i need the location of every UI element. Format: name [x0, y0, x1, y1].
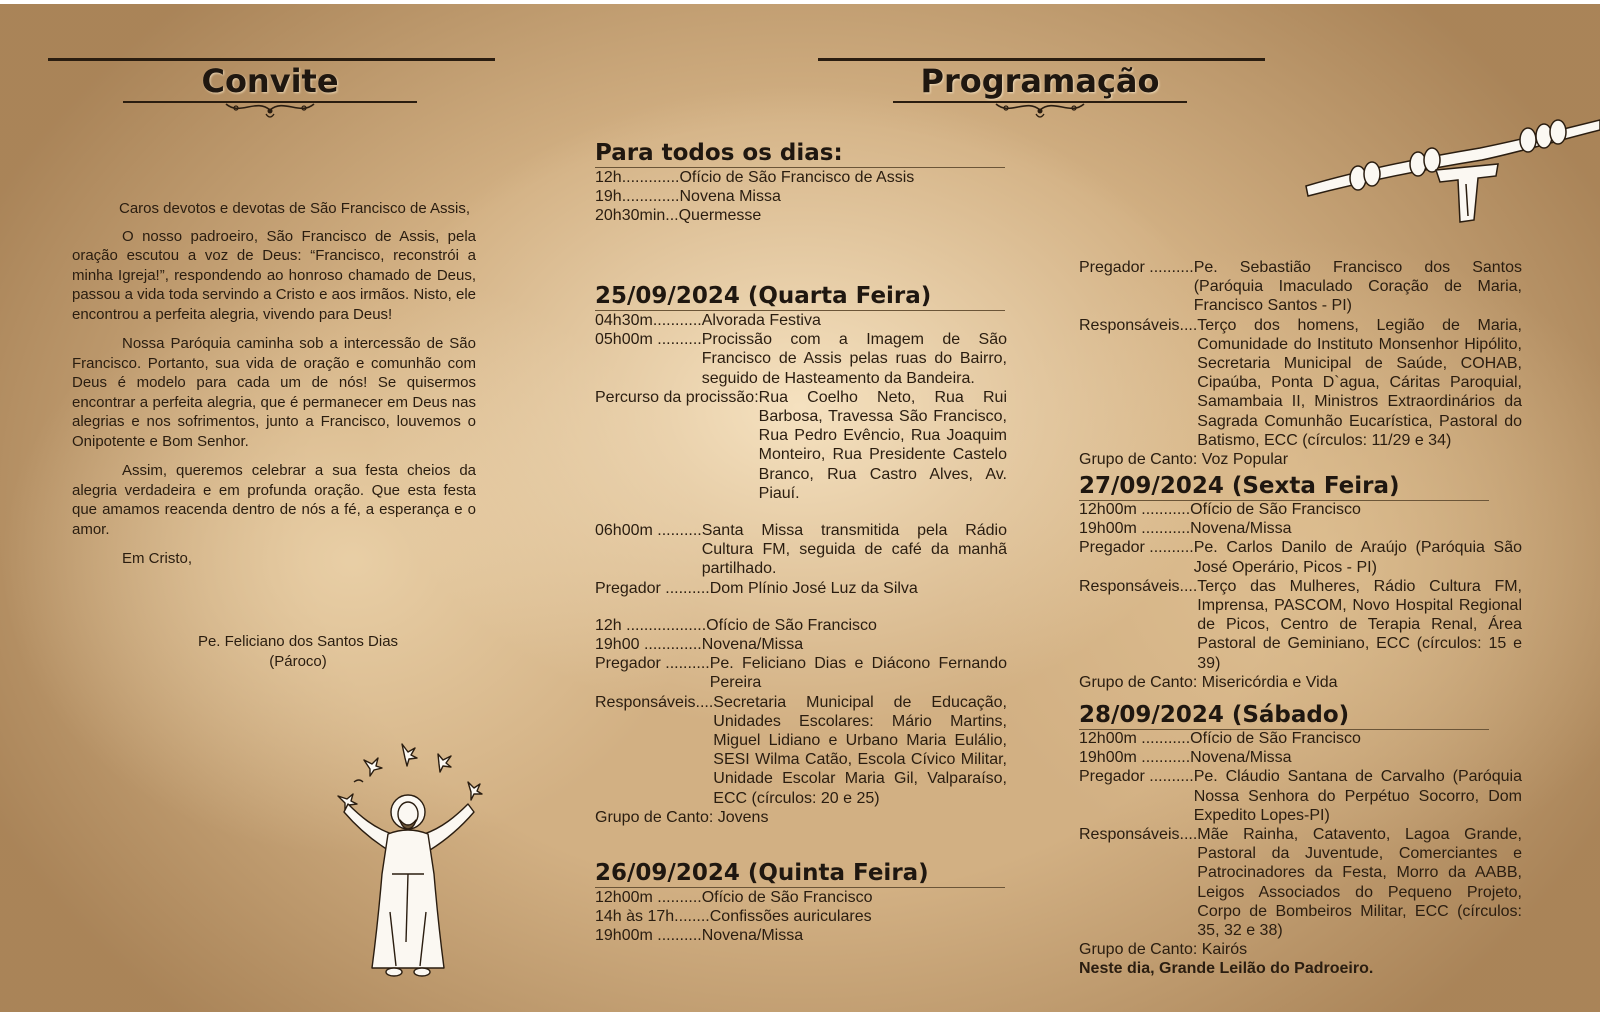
- schedule-activity: Ofício de São Francisco: [1190, 730, 1361, 747]
- convite-text: [72, 199, 476, 579]
- schedule-dia-25: [595, 311, 1007, 827]
- schedule-activity: Confissões auriculares: [709, 908, 872, 926]
- schedule-label-responsaveis: Responsáveis....: [1079, 577, 1198, 595]
- section-title-dia-27: 27/09/2024 (Sexta Feira): [1079, 473, 1489, 501]
- schedule-time: 12h ..................: [595, 616, 707, 634]
- section-title-dia-25: 25/09/2024 (Quarta Feira): [595, 283, 1005, 311]
- schedule-label-pregador: Pregador ..........: [595, 655, 710, 673]
- ornament-flourish-icon: [992, 96, 1088, 120]
- schedule-time: 20h30min...: [595, 207, 679, 225]
- grupo-de-canto: Grupo de Canto: Kairós: [1079, 941, 1248, 959]
- signature-role: (Pároco): [269, 653, 327, 670]
- schedule-activity: Alvorada Festiva: [701, 312, 821, 329]
- signature-name: Pe. Feliciano dos Santos Dias: [197, 633, 399, 650]
- schedule-label-responsaveis: Responsáveis....: [1079, 316, 1198, 334]
- schedule-row: [595, 521, 1007, 579]
- convite-title: Convite: [201, 62, 339, 100]
- schedule-activity: Ofício de São Francisco: [706, 616, 877, 634]
- schedule-label-responsaveis: Responsáveis....: [595, 693, 714, 711]
- convite-top-rule: [48, 58, 495, 61]
- schedule-activity: Ofício de São Francisco: [701, 889, 873, 906]
- schedule-time: 19h00m ..........: [595, 927, 702, 945]
- schedule-row: [1079, 316, 1522, 450]
- schedule-label-pregador: Pregador ..........: [1079, 768, 1194, 786]
- schedule-row: [595, 616, 1007, 635]
- schedule-row: [1079, 500, 1522, 519]
- schedule-row: [1079, 577, 1522, 673]
- schedule-time: 04h30m...........: [595, 312, 702, 329]
- schedule-activity: Novena Missa: [679, 188, 781, 206]
- schedule-activity: Pe. Sebastião Francisco dos Santos (Paróquia Imaculado Coração de Maria, Francisco Santos - PI): [1193, 259, 1522, 315]
- schedule-activity: Terço dos homens, Legião de Maria, Comunidade do Instituto Monsenhor Hipólito, Secretaria Municipal de Saúde, COHAB, Cipaúba, Ponta D`agua, Cáritas Paroquial, Samambaia II, Ministros Extraordinários da Sagrada Comunhão Eucarística, Pastoral do Batismo, ECC (círculos: 11/29 e 34): [1197, 316, 1522, 449]
- programacao-title: Programação: [920, 62, 1160, 100]
- schedule-row: [595, 926, 1007, 945]
- signature: [150, 632, 446, 672]
- schedule-activity: Novena/Missa: [1190, 520, 1292, 538]
- bottom-border: [0, 1012, 1600, 1019]
- schedule-time: 19h.............: [595, 188, 680, 206]
- schedule-row: [595, 168, 1005, 187]
- schedule-activity: Ofício de São Francisco de Assis: [679, 169, 915, 186]
- schedule-activity: Novena/Missa: [1190, 749, 1292, 767]
- schedule-activity: Pe. Feliciano Dias e Diácono Fernando Pereira: [709, 655, 1007, 692]
- schedule-row: [595, 579, 1007, 598]
- schedule-activity: Pe. Carlos Danilo de Araújo (Paróquia São José Operário, Picos - PI): [1193, 539, 1522, 576]
- schedule-row: [1079, 825, 1522, 940]
- convite-paragraph-greeting: Caros devotos e devotas de São Francisco de Assis,: [119, 200, 471, 217]
- schedule-activity: Secretaria Municipal de Educação, Unidades Escolares: Mário Martins, Miguel Lidiano e Urbano Maria Eulálio, SESI Wilma Catão, Escola Cívico Militar, Unidade Escolar Maria Gil, Valparaíso, ECC (círculos: 20 e 25): [713, 693, 1007, 807]
- schedule-label-pregador: Pregador ..........: [595, 579, 710, 597]
- schedule-label-pregador: Pregador ..........: [1079, 539, 1194, 557]
- schedule-row: [1079, 519, 1522, 538]
- schedule-row: [1079, 748, 1522, 767]
- convite-paragraph-1: O nosso padroeiro, São Francisco de Assis, pela oração escutou a voz de Deus: “Francisco, reconstrói a minha Igreja!”, respondendo ao honroso chamado de Deus, passou a vida toda servindo a Cristo e aos irmãos. Nisto, ele encontrou a perfeita alegria, vivendo para Deus!: [72, 227, 476, 323]
- schedule-activity: Procissão com a Imagem de São Francisco de Assis pelas ruas do Bairro, seguido de Hasteamento da Bandeira.: [701, 331, 1007, 387]
- grupo-de-canto: Grupo de Canto: Voz Popular: [1079, 451, 1289, 469]
- schedule-time: 05h00m ..........: [595, 331, 702, 349]
- schedule-row: [595, 907, 1007, 926]
- leilao-highlight: Neste dia, Grande Leilão do Padroeiro.: [1079, 960, 1374, 978]
- schedule-activity: Terço das Mulheres, Rádio Cultura FM, Imprensa, PASCOM, Novo Hospital Regional de Picos, Centro de Terapia Renal, Área Pastoral de Geminiano, ECC (círculos: 15 e 39): [1197, 577, 1522, 672]
- schedule-row: [595, 654, 1007, 692]
- convite-paragraph-3: Assim, queremos celebrar a sua festa cheios da alegria verdadeira e em profunda oração. Que esta festa que amamos reacenda dentro de nós a fé, a esperança e o amor.: [72, 462, 476, 538]
- schedule-time: 19h00m ...........: [1079, 749, 1191, 767]
- schedule-activity: Dom Plínio José Luz da Silva: [709, 579, 918, 597]
- schedule-time: 12h00m ...........: [1079, 501, 1191, 518]
- schedule-row: [595, 330, 1007, 388]
- schedule-row: [595, 206, 1005, 225]
- schedule-time: 19h00m ...........: [1079, 520, 1191, 538]
- schedule-activity: Pe. Cláudio Santana de Carvalho (Paróquia Nossa Senhora do Perpétuo Socorro, Dom Expedito Lopes-PI): [1193, 768, 1522, 824]
- schedule-row: [595, 187, 1005, 206]
- grupo-de-canto: Grupo de Canto: Misericórdia e Vida: [1079, 673, 1338, 691]
- schedule-activity: Novena/Missa: [701, 927, 804, 945]
- schedule-label-percurso: Percurso da procissão:: [595, 388, 759, 406]
- schedule-row: [1079, 258, 1522, 316]
- ornament-flourish-icon: [222, 96, 318, 120]
- schedule-time: 19h00 .............: [595, 636, 702, 654]
- schedule-dia-26-continued: [1079, 258, 1522, 469]
- schedule-time: 12h.............: [595, 169, 680, 186]
- schedule-row: [1079, 538, 1522, 576]
- knotted-cord-tau-cross-illustration: [1300, 108, 1600, 232]
- schedule-time: 06h00m ..........: [595, 522, 702, 540]
- grupo-de-canto: Grupo de Canto: Jovens: [595, 808, 769, 826]
- schedule-dia-27: [1079, 500, 1522, 692]
- schedule-row: [595, 693, 1007, 808]
- schedule-row: [1079, 767, 1522, 825]
- schedule-time: 12h00m ...........: [1079, 730, 1191, 747]
- schedule-row: [595, 888, 1007, 907]
- schedule-row: [595, 388, 1007, 503]
- schedule-row: [595, 635, 1007, 654]
- schedule-row: [1079, 729, 1522, 748]
- schedule-time: 12h00m ..........: [595, 889, 702, 906]
- schedule-time: 14h às 17h........: [595, 908, 710, 926]
- schedule-activity: Rua Coelho Neto, Rua Rui Barbosa, Travessa São Francisco, Rua Pedro Evêncio, Rua Joaquim Monteiro, Rua Presidente Castelo Branco, Rua Castro Alves, Av. Piauí.: [758, 388, 1007, 502]
- schedule-activity: Novena/Missa: [701, 636, 804, 654]
- schedule-todos-os-dias: [595, 168, 1005, 226]
- programacao-top-rule: [818, 58, 1265, 61]
- section-title-dia-26: 26/09/2024 (Quinta Feira): [595, 860, 1005, 888]
- saint-francis-with-doves-illustration: [326, 742, 496, 990]
- schedule-activity: Santa Missa transmitida pela Rádio Cultura FM, seguida de café da manhã partilhado.: [701, 522, 1007, 578]
- schedule-activity: Ofício de São Francisco: [1190, 501, 1361, 518]
- section-title-todos-os-dias: Para todos os dias:: [595, 140, 1005, 168]
- schedule-activity: Mãe Rainha, Catavento, Lagoa Grande, Pastoral da Juventude, Comerciantes e Patrocinadores da Festa, Morro da AABB, Leigos Associados do Pequeno Projeto, Corpo de Bombeiros Militar, ECC (círculos: 35, 32 e 38): [1197, 826, 1522, 940]
- convite-closing: Em Cristo,: [122, 550, 193, 567]
- schedule-row: [595, 311, 1007, 330]
- schedule-dia-28: [1079, 729, 1522, 979]
- schedule-label-pregador: Pregador ..........: [1079, 259, 1194, 276]
- section-title-dia-28: 28/09/2024 (Sábado): [1079, 702, 1489, 730]
- top-border: [0, 0, 1600, 4]
- schedule-activity: Quermesse: [678, 207, 762, 225]
- convite-paragraph-2: Nossa Paróquia caminha sob a intercessão de São Francisco. Portanto, sua vida de oração e comunhão com Deus é modelo para cada um de nós! Se quisermos encontrar a perfeita alegria, que é permanecer em Deus nas alegrias e nos sofrimentos, junto a Francisco, louvemos o Onipotente e Bom Senhor.: [72, 335, 476, 450]
- schedule-label-responsaveis: Responsáveis....: [1079, 826, 1198, 844]
- schedule-dia-26: [595, 888, 1007, 946]
